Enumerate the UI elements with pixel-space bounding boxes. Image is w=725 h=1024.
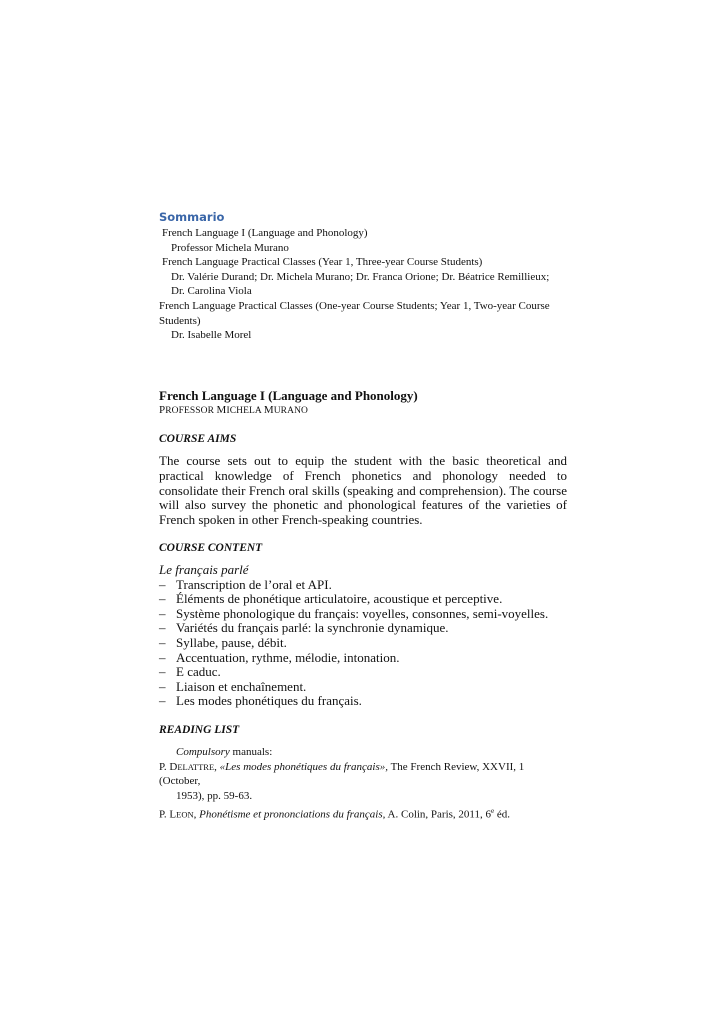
list-item: – Les modes phonétiques du français.: [159, 693, 362, 709]
toc-title: Sommario: [159, 210, 225, 224]
course-professor: PROFESSOR MICHELA MURANO: [159, 404, 308, 416]
course-header: [159, 388, 567, 416]
reference-entry: P. LEON, Phonétisme et prononciations du français, A. Colin, Paris, 2011, 6e éd.: [159, 807, 511, 821]
reading-list-section: [159, 724, 567, 822]
list-item: – Syllabe, pause, débit.: [159, 634, 287, 650]
list-item: – Éléments de phonétique articulatoire, acoustique et perceptive.: [159, 591, 503, 607]
reference-entry: P. DELATTRE, «Les modes phonétiques du français», The French Review, XXVII, 1 (October, 1953), pp. 59-63.: [159, 760, 525, 802]
toc-entry[interactable]: French Language Practical Classes (Year 1, Three-year Course Students): [162, 256, 483, 269]
course-content-heading: COURSE CONTENT: [159, 542, 263, 554]
toc-entry[interactable]: French Language I (Language and Phonology): [162, 227, 368, 239]
course-title: French Language I (Language and Phonology): [159, 388, 418, 403]
compulsory-label: Compulsory manuals:: [176, 746, 273, 758]
toc-entry[interactable]: Students): [159, 314, 201, 327]
list-item: – Variétés du français parlé: la synchronie dynamique.: [159, 620, 449, 636]
course-aims-section: [159, 433, 567, 528]
list-item: – Accentuation, rythme, mélodie, intonation.: [159, 649, 400, 665]
toc-entry[interactable]: French Language Practical Classes (One-year Course Students; Year 1, Two-year Course: [159, 299, 550, 312]
course-aims-heading: COURSE AIMS: [159, 433, 237, 445]
course-aims-text: The course sets out to equip the student with the basic theoretical and practical knowledge of French phonetics and phonology needed to consolidate their French oral skills (speaking and comprehension). The course will also survey the phonetic and phonological features of the varieties of French spoken in other French-speaking countries.: [159, 453, 567, 528]
table-of-contents: [159, 210, 567, 343]
list-item: – Transcription de l’oral et API.: [159, 576, 332, 592]
toc-entry[interactable]: Dr. Carolina Viola: [171, 285, 252, 298]
toc-entry[interactable]: Dr. Valérie Durand; Dr. Michela Murano; Dr. Franca Orione; Dr. Béatrice Remillieux;: [171, 270, 550, 283]
list-item: – E caduc.: [159, 664, 221, 680]
toc-entry[interactable]: Dr. Isabelle Morel: [171, 329, 252, 342]
course-content-list: [159, 578, 567, 709]
course-content-subtitle: Le français parlé: [159, 562, 249, 577]
reading-list-heading: READING LIST: [159, 724, 240, 736]
list-item: – Système phonologique du français: voyelles, consonnes, semi-voyelles.: [159, 605, 549, 621]
toc-entry[interactable]: Professor Michela Murano: [171, 241, 289, 254]
course-content-section: [159, 542, 567, 709]
list-item: – Liaison et enchaînement.: [159, 678, 307, 694]
